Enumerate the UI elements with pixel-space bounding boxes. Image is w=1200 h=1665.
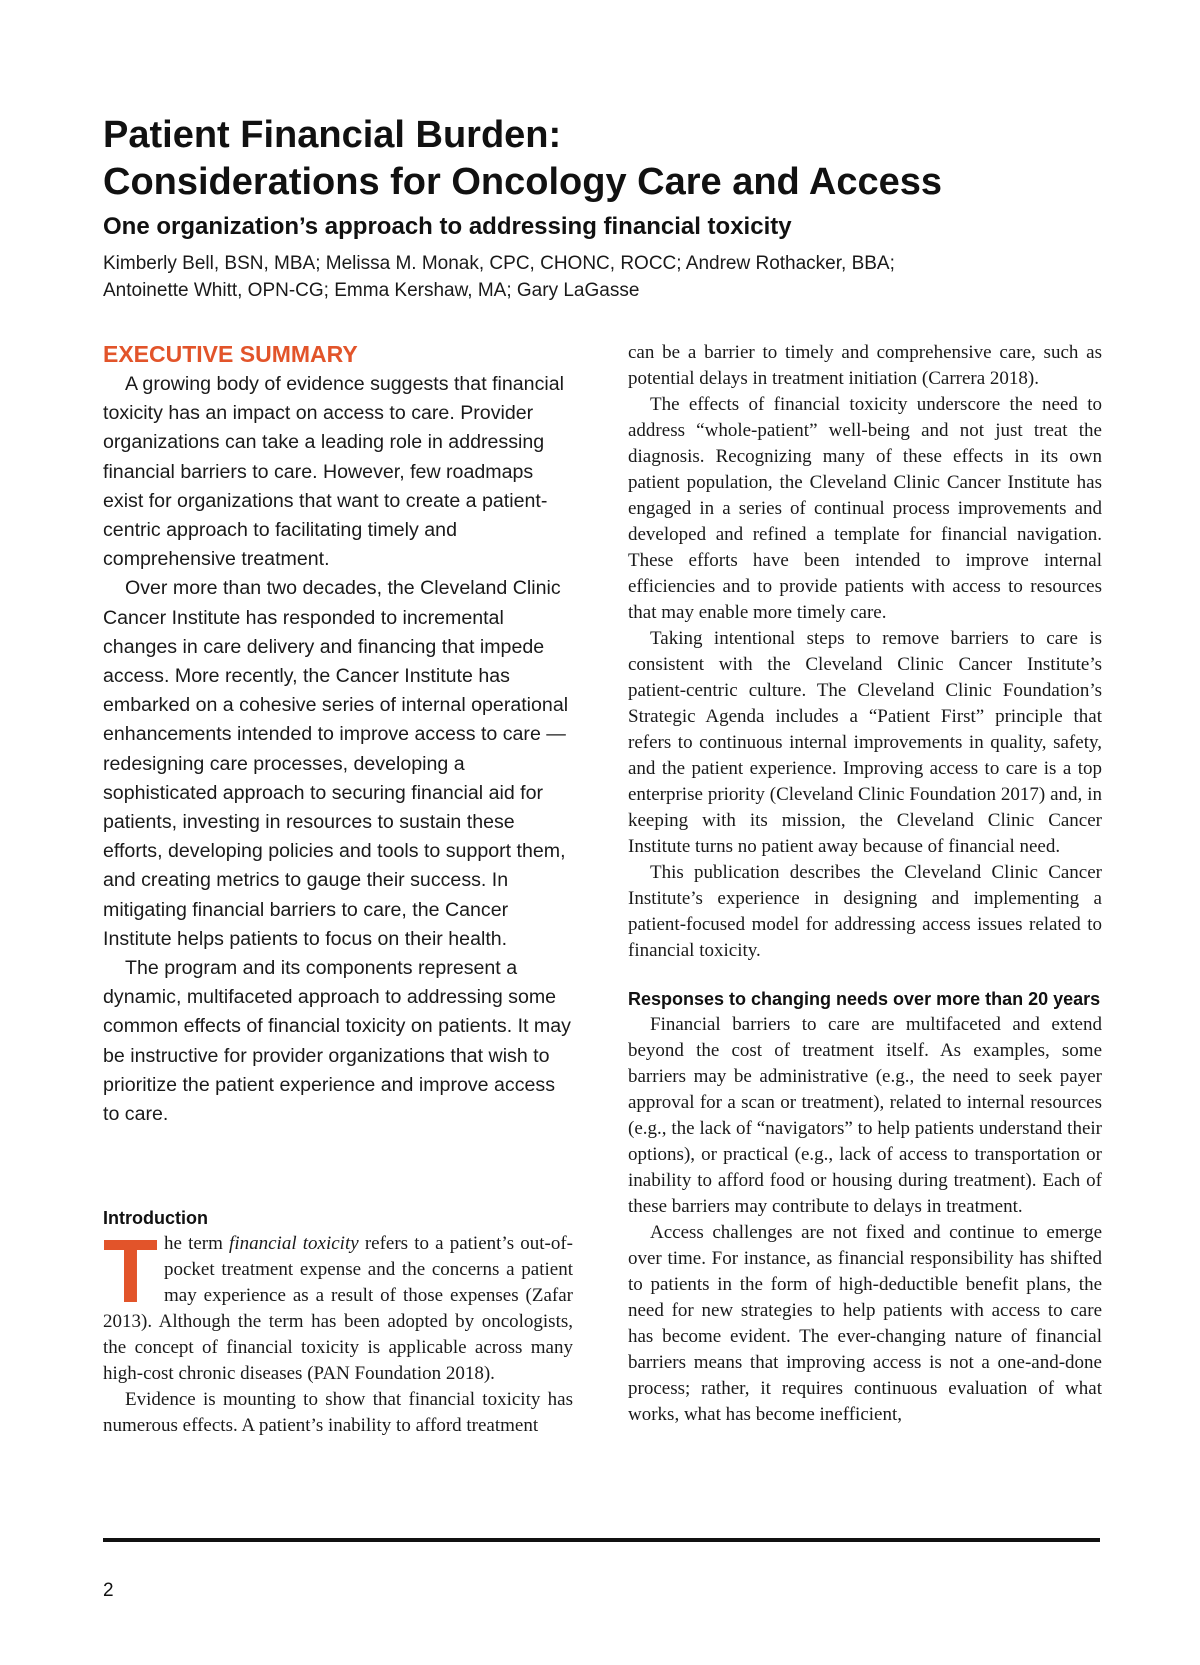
introduction-paragraph-2: Evidence is mounting to show that financial toxicity has numerous effects. A patient’s inability to afford treatment: [103, 1389, 573, 1437]
author-list: [103, 250, 1103, 304]
introduction-paragraph-1: [103, 1222, 574, 1387]
right-column: [628, 340, 1102, 1428]
right-paragraph-4: This publication describes the Cleveland Clinic Cancer Institute’s experience in designing and implementing a patient-focused model for addressing access issues related to financial toxicity.: [628, 862, 1102, 961]
right-paragraph-6: Access challenges are not fixed and continue to emerge over time. For instance, as financial responsibility has shifted to patients in the form of high-deductible benefit plans, the need for new strategies to help patients with access to care has become evident. The ever-changing nature of financial barriers means that improving access is not a one-and-done process; rather, it requires continuous evaluation of what works, what has become inefficient,: [628, 1222, 1102, 1425]
intro-text-rest: refers to a patient’s out-of-pocket treatment expense and the concerns a patient may experience as a result of those expenses (Zafar 2013). Although the term has been adopted by oncologists, the concept of financial toxicity is applicable across many high-cost chronic diseases (PAN Foundation 2018).: [103, 1233, 574, 1385]
article-subtitle: One organization’s approach to addressing financial toxicity: [103, 213, 792, 240]
drop-cap: T: [103, 1222, 158, 1323]
intro-text-start: he term: [163, 1233, 230, 1255]
title-line-2: Considerations for Oncology Care and Access: [103, 161, 943, 203]
right-paragraph-3: Taking intentional steps to remove barriers to care is consistent with the Cleveland Clinic Cancer Institute’s patient-centric culture. The Cleveland Clinic Foundation’s Strategic Agenda includes a “Patient First” principle that refers to continuous internal improvements in quality, safety, and the patient experience. Improving access to care is a top enterprise priority (Cleveland Clinic Foundation 2017) and, in keeping with its mission, the Cleveland Clinic Cancer Institute turns no patient away because of financial need.: [628, 628, 1102, 857]
introduction-heading: Introduction: [103, 1208, 208, 1229]
left-column: [103, 340, 573, 1439]
executive-summary-paragraph-3: The program and its components represent a dynamic, multifaceted approach to addressing some common effects of financial toxicity on patients. It may be instructive for provider organizations that wish to prioritize the patient experience and improve access to care.: [103, 957, 571, 1126]
executive-summary-paragraph-1: A growing body of evidence suggests that financial toxicity has an impact on access to care. Provider organizations can take a leading role in addressing financial barriers to care. However, few roadmaps exist for organizations that want to create a patient-centric approach to facilitating timely and comprehensive treatment.: [103, 373, 564, 571]
footer-divider: [103, 1538, 1100, 1542]
executive-summary-heading: EXECUTIVE SUMMARY: [103, 341, 358, 367]
right-paragraph-1: can be a barrier to timely and comprehensive care, such as potential delays in treatment initiation (Carrera 2018).: [628, 342, 1102, 389]
responses-heading: Responses to changing needs over more than 20 years: [628, 989, 1101, 1009]
title-line-1: Patient Financial Burden:: [103, 114, 562, 156]
article-title: [103, 112, 1103, 206]
authors-line-2: Antoinette Whitt, OPN-CG; Emma Kershaw, MA; Gary LaGasse: [103, 280, 640, 301]
page-number: 2: [103, 1580, 114, 1601]
authors-line-1: Kimberly Bell, BSN, MBA; Melissa M. Monak, CPC, CHONC, ROCC; Andrew Rothacker, BBA;: [103, 253, 895, 274]
intro-term-financial-toxicity: financial toxicity: [229, 1233, 359, 1255]
executive-summary-paragraph-2: Over more than two decades, the Cleveland Clinic Cancer Institute has responded to incremental changes in care delivery and financing that impede access. More recently, the Cancer Institute has embarked on a cohesive series of internal operational enhancements intended to improve access to care — redesigning care processes, developing a sophisticated approach to securing financial aid for patients, investing in resources to sustain these efforts, developing policies and tools to support them, and creating metrics to gauge their success. In mitigating financial barriers to care, the Cancer Institute helps patients to focus on their health.: [103, 577, 569, 950]
right-paragraph-2: The effects of financial toxicity underscore the need to address “whole-patient” well-being and not just treat the diagnosis. Recognizing many of these effects in its own patient population, the Cleveland Clinic Cancer Institute has engaged in a series of continual process improvements and developed and refined a template for financial navigation. These efforts have been intended to improve internal efficiencies and to provide patients with access to resources that may enable more timely care.: [628, 394, 1102, 623]
article-header: [103, 112, 1103, 304]
right-paragraph-5: Financial barriers to care are multifaceted and extend beyond the cost of treatment itself. As examples, some barriers may be administrative (e.g., the need to seek payer approval for a scan or treatment), related to internal resources (e.g., the lack of “navigators” to help patients understand their options), or practical (e.g., lack of access to transportation or inability to afford food or housing during treatment). Each of these barriers may contribute to delays in treatment.: [628, 1014, 1102, 1217]
